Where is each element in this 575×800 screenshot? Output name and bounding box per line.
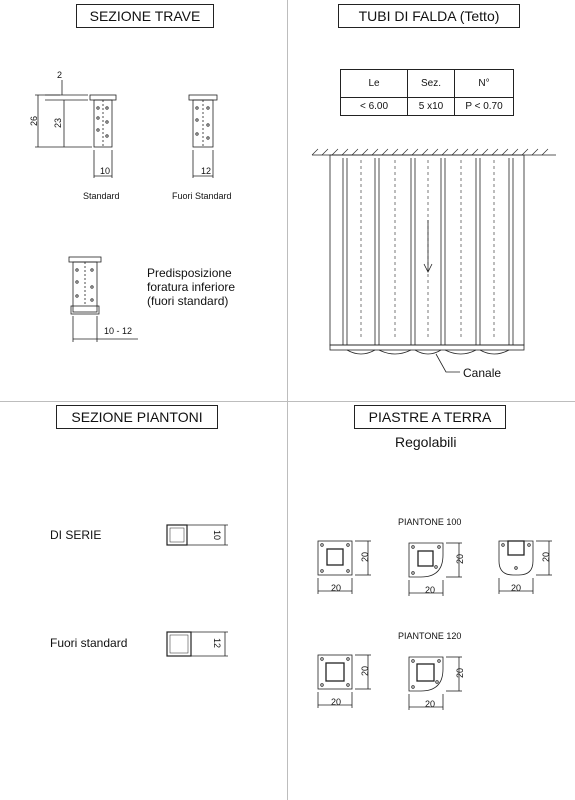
falda-cell-n: P < 0.70 [455,98,514,116]
dim-p100b-w: 20 [425,585,436,595]
title-sezione-piantoni: SEZIONE PIANTONI [56,405,218,429]
title-tubi-falda: TUBI DI FALDA (Tetto) [338,4,520,28]
label-standard: Standard [83,191,120,201]
label-regolabili: Regolabili [395,434,457,450]
dim-piantone-12: 12 [212,637,223,649]
dim-p100a-h: 20 [360,551,371,563]
label-foratura-inferiore: foratura inferiore [147,280,236,294]
piastra-100-square [318,541,371,594]
piastra-100-rounded [499,541,552,594]
piastra-120-corner [409,657,462,710]
dim-p100c-w: 20 [511,583,522,593]
falda-cell-sez: 5 x10 [408,98,455,116]
trave-standard-profile [35,80,116,178]
label-predisposizione: Predisposizione [147,266,232,280]
dim-p100b-h: 20 [455,553,466,565]
falda-roof-drawing [312,149,556,372]
label-piantone-120: PIANTONE 120 [398,631,462,641]
dim-p100a-w: 20 [331,583,342,593]
piantoni-fuori-section [167,632,228,656]
label-fuori-standard-piantoni: Fuori standard [50,636,128,650]
trave-fuori-standard-profile [189,95,217,178]
dim-width-10: 10 [100,166,111,176]
dim-p100c-h: 20 [541,551,552,563]
title-piastre-terra: PIASTRE A TERRA [354,405,506,429]
dim-body-23: 23 [53,117,64,129]
label-canale: Canale [463,366,502,380]
trave-predisposizione-profile [69,257,138,342]
label-di-serie: DI SERIE [50,528,102,542]
piantoni-serie-section [167,525,228,545]
falda-header-n: N° [455,70,514,98]
label-fuori-standard-paren: (fuori standard) [147,294,229,308]
dim-top-2: 2 [57,70,63,80]
dim-width-12: 12 [201,166,212,176]
piastra-100-corner [409,543,462,596]
piastra-120-square [318,655,371,708]
dim-total-26: 26 [29,115,40,127]
dim-p120b-w: 20 [425,699,436,709]
falda-header-sez: Sez. [408,70,455,98]
falda-cell-le: < 6.00 [341,98,408,116]
falda-header-le: Le [341,70,408,98]
dim-p120a-h: 20 [360,665,371,677]
dim-p120b-h: 20 [455,667,466,679]
label-fuori-standard: Fuori Standard [172,191,232,201]
label-piantone-100: PIANTONE 100 [398,517,462,527]
dim-piantone-10: 10 [212,529,223,541]
dim-p120a-w: 20 [331,697,342,707]
title-sezione-trave: SEZIONE TRAVE [76,4,214,28]
dim-width-10-12: 10 - 12 [104,326,133,336]
